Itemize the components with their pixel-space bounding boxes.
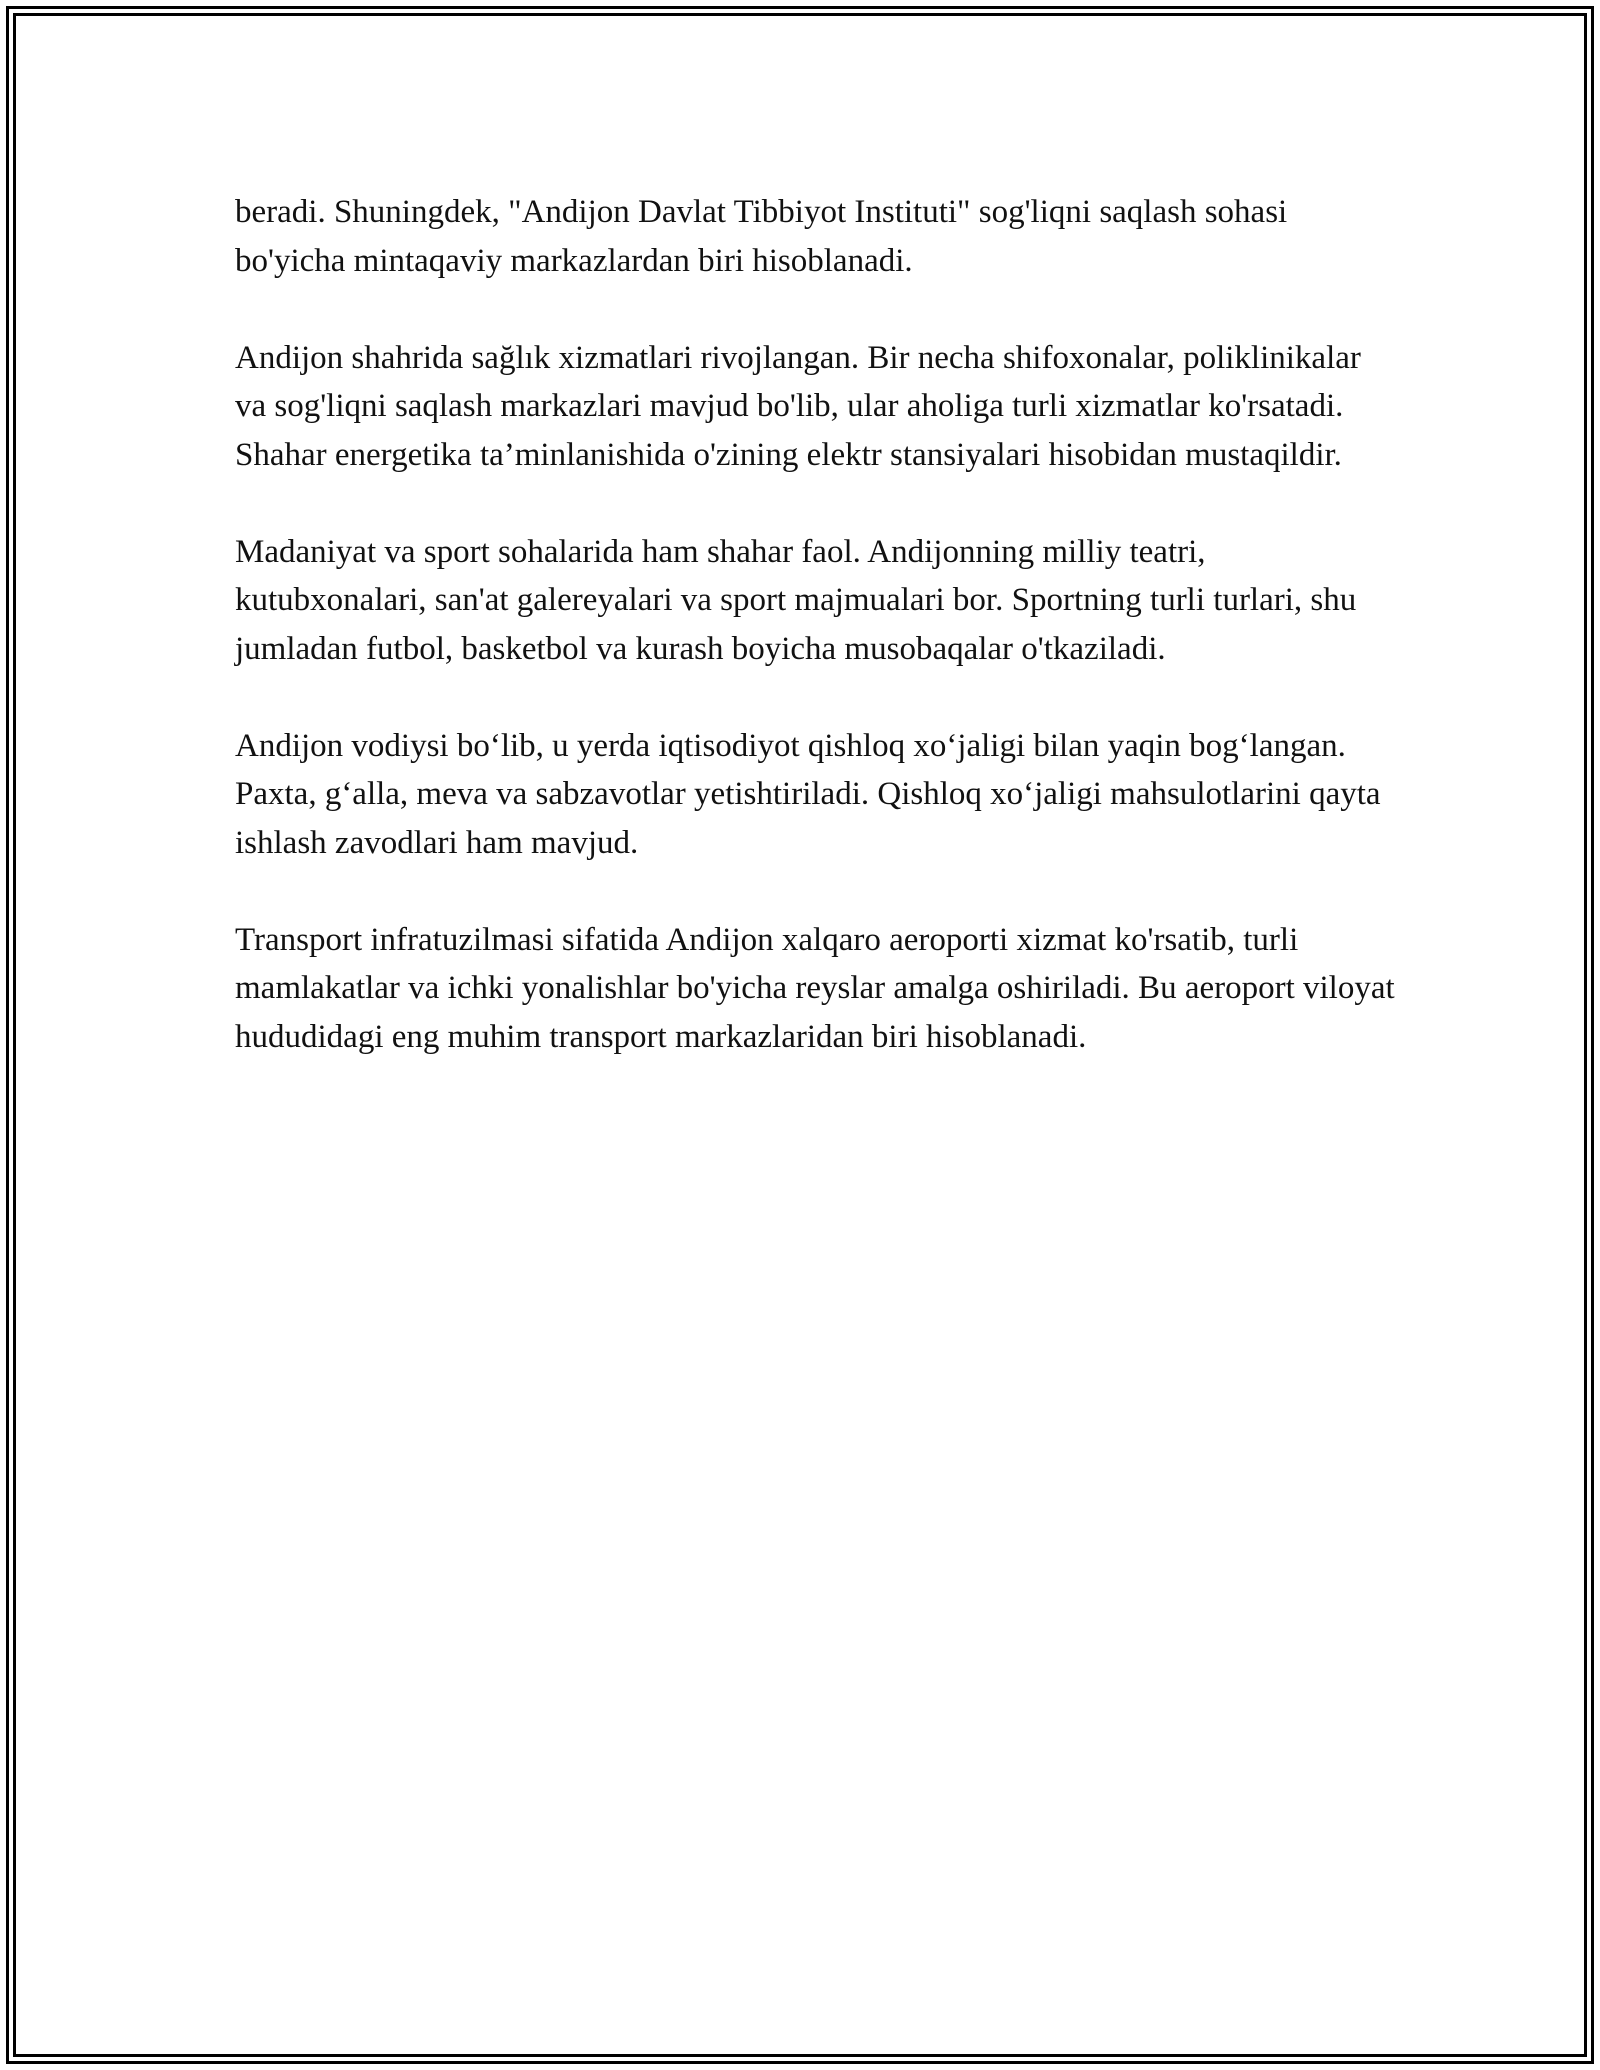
paragraph-healthcare-services: Andijon shahrida sağlık xizmatlari rivojlangan. Bir necha shifoxonalar, poliklinikalar va sog'liqni saqlash markazlari mavjud bo'lib, ular aholiga turli xizmatlar ko'rsatadi. Shahar energetika ta’minlanishida o'zining elektr stansiyalari hisobidan mustaqildir. [235,339,1361,473]
paragraph-transport: Transport infratuzilmasi sifatida Andijon xalqaro aeroporti xizmat ko'rsatib, turli mamlakatlar va ichki yonalishlar bo'yicha reyslar amalga oshiriladi. Bu aeroport viloyat hududidagi eng muhim transport markazlaridan biri hisoblanadi. [235,921,1395,1055]
paragraph-agriculture: Andijon vodiysi bo‘lib, u yerda iqtisodiyot qishloq xo‘jaligi bilan yaqin bog‘langan. Paxta, g‘alla, meva va sabzavotlar yetishtiriladi. Qishloq xo‘jaligi mahsulotlarini qayta ishlash zavodlari ham mavjud. [235,727,1381,861]
document-body [235,188,1395,1110]
paragraph-culture-sport: Madaniyat va sport sohalarida ham shahar faol. Andijonning milliy teatri, kutubxonalari, san'at galereyalari va sport majmualari bor. Sportning turli turlari, shu jumladan futbol, basketbol va kurash boyicha musobaqalar o'tkaziladi. [235,533,1357,667]
paragraph-health-institute: beradi. Shuningdek, "Andijon Davlat Tibbiyot Instituti" sog'liqni saqlash sohasi bo'yicha mintaqaviy markazlardan biri hisoblanadi. [235,194,1288,279]
